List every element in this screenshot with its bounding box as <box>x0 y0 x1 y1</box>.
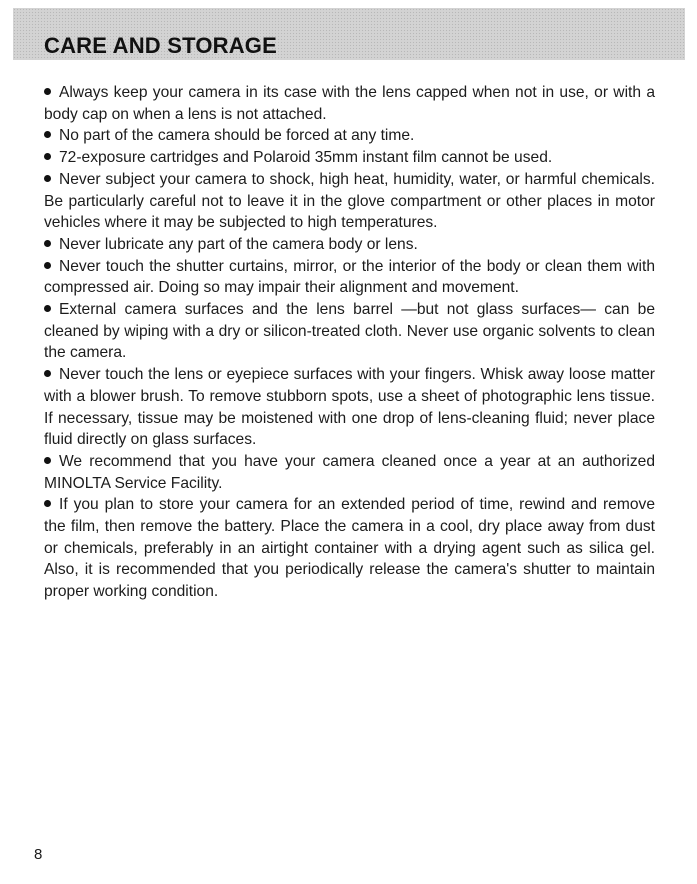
list-item <box>44 169 655 234</box>
bullet-icon <box>44 457 51 464</box>
bullet-icon <box>44 262 51 269</box>
care-instructions-list <box>44 82 655 603</box>
page-title: CARE AND STORAGE <box>44 33 277 58</box>
list-item-text: External camera surfaces and the lens barrel —but not glass surfaces— can be cleaned by wiping with a dry or silicon-treated cloth. Never use organic solvents to clean the camera. <box>44 301 655 362</box>
bullet-icon <box>44 500 51 507</box>
list-item-text: 72-exposure cartridges and Polaroid 35mm instant film cannot be used. <box>59 149 553 167</box>
list-item-text: Always keep your camera in its case with the lens capped when not in use, or with a body cap on when a lens is not attached. <box>44 84 655 123</box>
bullet-icon <box>44 305 51 312</box>
list-item <box>44 256 655 299</box>
list-item <box>44 364 655 451</box>
list-item-text: No part of the camera should be forced at any time. <box>59 127 415 145</box>
list-item <box>44 299 655 364</box>
list-item <box>44 494 655 603</box>
page-number: 8 <box>34 846 43 863</box>
list-item-text: If you plan to store your camera for an extended period of time, rewind and remove the film, then remove the battery. Place the camera in a cool, dry place away from dust or chemicals, preferably in an airtight container with a drying agent such as silica gel. Also, it is recommended that you periodically release the camera's shutter to maintain proper working condition. <box>44 496 655 601</box>
list-item-text: We recommend that you have your camera cleaned once a year at an authorized MINOLTA Service Facility. <box>44 452 655 492</box>
bullet-icon <box>44 370 51 377</box>
list-item-text: Never lubricate any part of the camera body or lens. <box>59 235 418 253</box>
bullet-icon <box>44 175 51 182</box>
list-item <box>44 147 655 169</box>
list-item-text: Never subject your camera to shock, high heat, humidity, water, or harmful chemicals. Be particularly careful not to leave it in the glove compartment or other places in motor vehicles where it may be subjected to high temperatures. <box>44 170 655 232</box>
list-item-text: Never touch the shutter curtains, mirror, or the interior of the body or clean them with compressed air. Doing so may impair their alignment and movement. <box>44 257 655 297</box>
list-item <box>44 451 655 494</box>
list-item <box>44 82 655 125</box>
bullet-icon <box>44 88 51 95</box>
list-item <box>44 234 655 256</box>
bullet-icon <box>44 240 51 247</box>
list-item <box>44 125 655 147</box>
list-item-text: Never touch the lens or eyepiece surfaces with your fingers. Whisk away loose matter with a blower brush. To remove stubborn spots, use a sheet of photographic lens tissue. If necessary, tissue may be moistened with one drop of lens-cleaning fluid; never place fluid directly on glass surfaces. <box>44 366 655 449</box>
bullet-icon <box>44 131 51 138</box>
bullet-icon <box>44 153 51 160</box>
